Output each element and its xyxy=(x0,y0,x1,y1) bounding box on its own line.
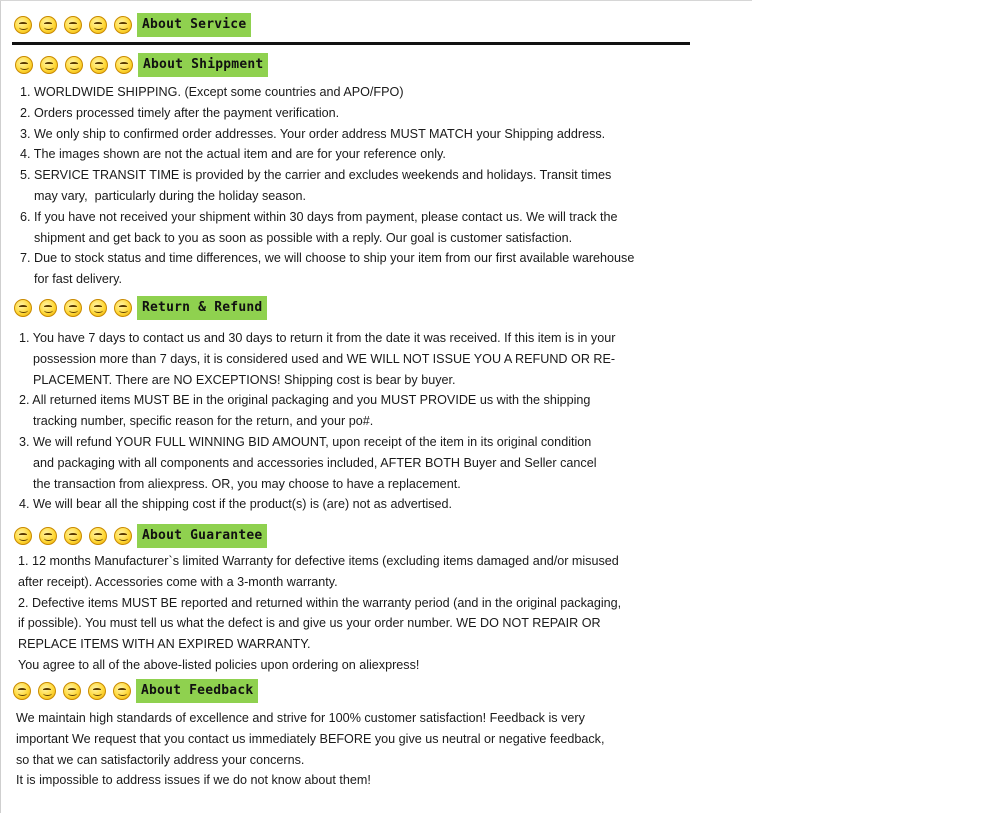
smiley-icon xyxy=(39,16,57,34)
text-line: 6. If you have not received your shipment within 30 days from payment, please contact us. We will track the xyxy=(20,209,618,224)
section-header-feedback xyxy=(13,678,258,704)
text-line: REPLACE ITEMS WITH AN EXPIRED WARRANTY. xyxy=(18,637,311,652)
refund-text xyxy=(19,328,615,515)
smiley-icon xyxy=(39,527,57,545)
section-title-shipment: About Shippment xyxy=(138,53,268,77)
text-line: 3. We only ship to confirmed order addresses. Your order address MUST MATCH your Shipping address. xyxy=(20,126,606,141)
section-header-service xyxy=(14,12,251,38)
text-line: It is impossible to address issues if we do not know about them! xyxy=(16,773,371,788)
smiley-icon xyxy=(64,16,82,34)
text-line: and packaging with all components and accessories included, AFTER BOTH Buyer and Seller cancel xyxy=(19,455,597,470)
smiley-icon xyxy=(114,527,132,545)
smiley-icon xyxy=(64,527,82,545)
text-line: may vary, particularly during the holiday season. xyxy=(20,188,307,203)
text-line: important We request that you contact us immediately BEFORE you give us neutral or negative feedback, xyxy=(16,731,605,746)
smiley-row xyxy=(14,527,132,545)
smiley-icon xyxy=(39,299,57,317)
text-line: 4. The images shown are not the actual item and are for your reference only. xyxy=(20,147,446,162)
smiley-icon xyxy=(14,299,32,317)
text-line: so that we can satisfactorily address your concerns. xyxy=(16,752,305,767)
smiley-icon xyxy=(89,527,107,545)
section-title-feedback: About Feedback xyxy=(136,679,258,703)
smiley-row xyxy=(13,682,131,700)
text-line: 4. We will bear all the shipping cost if the product(s) is (are) not as advertised. xyxy=(19,497,453,512)
text-line: 2. Orders processed timely after the payment verification. xyxy=(20,105,340,120)
smiley-icon xyxy=(90,56,108,74)
section-header-guarantee xyxy=(14,523,267,549)
smiley-icon xyxy=(113,682,131,700)
smiley-icon xyxy=(65,56,83,74)
smiley-icon xyxy=(64,299,82,317)
section-header-refund xyxy=(14,295,267,321)
smiley-icon xyxy=(38,682,56,700)
text-line: tracking number, specific reason for the return, and your po#. xyxy=(19,414,374,429)
text-line: the transaction from aliexpress. OR, you may choose to have a replacement. xyxy=(19,476,461,491)
text-line: if possible). You must tell us what the defect is and give us your order number. WE DO NOT REPAIR OR xyxy=(18,616,601,631)
shipment-text xyxy=(20,82,634,290)
smiley-icon xyxy=(63,682,81,700)
smiley-row xyxy=(14,299,132,317)
text-line: 7. Due to stock status and time differences, we will choose to ship your item from our first available warehouse xyxy=(20,251,635,266)
text-line: for fast delivery. xyxy=(20,272,122,287)
smiley-row xyxy=(14,16,132,34)
smiley-icon xyxy=(115,56,133,74)
section-title-service: About Service xyxy=(137,13,251,37)
smiley-icon xyxy=(15,56,33,74)
text-line: 1. You have 7 days to contact us and 30 days to return it from the date it was received. If this item is in your xyxy=(19,331,616,345)
divider-rule xyxy=(12,42,690,45)
feedback-text xyxy=(16,708,604,791)
section-title-guarantee: About Guarantee xyxy=(137,524,267,548)
text-line: 1. 12 months Manufacturer`s limited Warranty for defective items (excluding items damaged and/or misused xyxy=(18,554,619,568)
text-line: 5. SERVICE TRANSIT TIME is provided by the carrier and excludes weekends and holidays. Transit times xyxy=(20,168,612,183)
text-line: possession more than 7 days, it is considered used and WE WILL NOT ISSUE YOU A REFUND OR RE- xyxy=(19,351,616,366)
text-line: PLACEMENT. There are NO EXCEPTIONS! Shipping cost is bear by buyer. xyxy=(19,372,456,387)
text-line: 3. We will refund YOUR FULL WINNING BID AMOUNT, upon receipt of the item in its original condition xyxy=(19,434,592,449)
smiley-icon xyxy=(14,527,32,545)
text-line: You agree to all of the above-listed policies upon ordering on aliexpress! xyxy=(18,657,420,672)
smiley-icon xyxy=(40,56,58,74)
text-line: after receipt). Accessories come with a 3-month warranty. xyxy=(18,574,338,589)
text-line: We maintain high standards of excellence and strive for 100% customer satisfaction! Feedback is very xyxy=(16,711,585,725)
section-title-refund: Return & Refund xyxy=(137,296,267,320)
smiley-icon xyxy=(89,16,107,34)
left-border xyxy=(0,0,1,813)
smiley-icon xyxy=(114,299,132,317)
section-header-shipment xyxy=(15,52,268,78)
smiley-icon xyxy=(13,682,31,700)
text-line: 2. All returned items MUST BE in the original packaging and you MUST PROVIDE us with the shipping xyxy=(19,393,591,408)
text-line: 1. WORLDWIDE SHIPPING. (Except some countries and APO/FPO) xyxy=(20,85,404,99)
smiley-row xyxy=(15,56,133,74)
smiley-icon xyxy=(114,16,132,34)
top-border xyxy=(0,0,752,1)
smiley-icon xyxy=(14,16,32,34)
text-line: 2. Defective items MUST BE reported and returned within the warranty period (and in the original packaging, xyxy=(18,595,622,610)
smiley-icon xyxy=(89,299,107,317)
guarantee-text xyxy=(18,551,621,676)
text-line: shipment and get back to you as soon as possible with a reply. Our goal is customer satisfaction. xyxy=(20,230,573,245)
smiley-icon xyxy=(88,682,106,700)
